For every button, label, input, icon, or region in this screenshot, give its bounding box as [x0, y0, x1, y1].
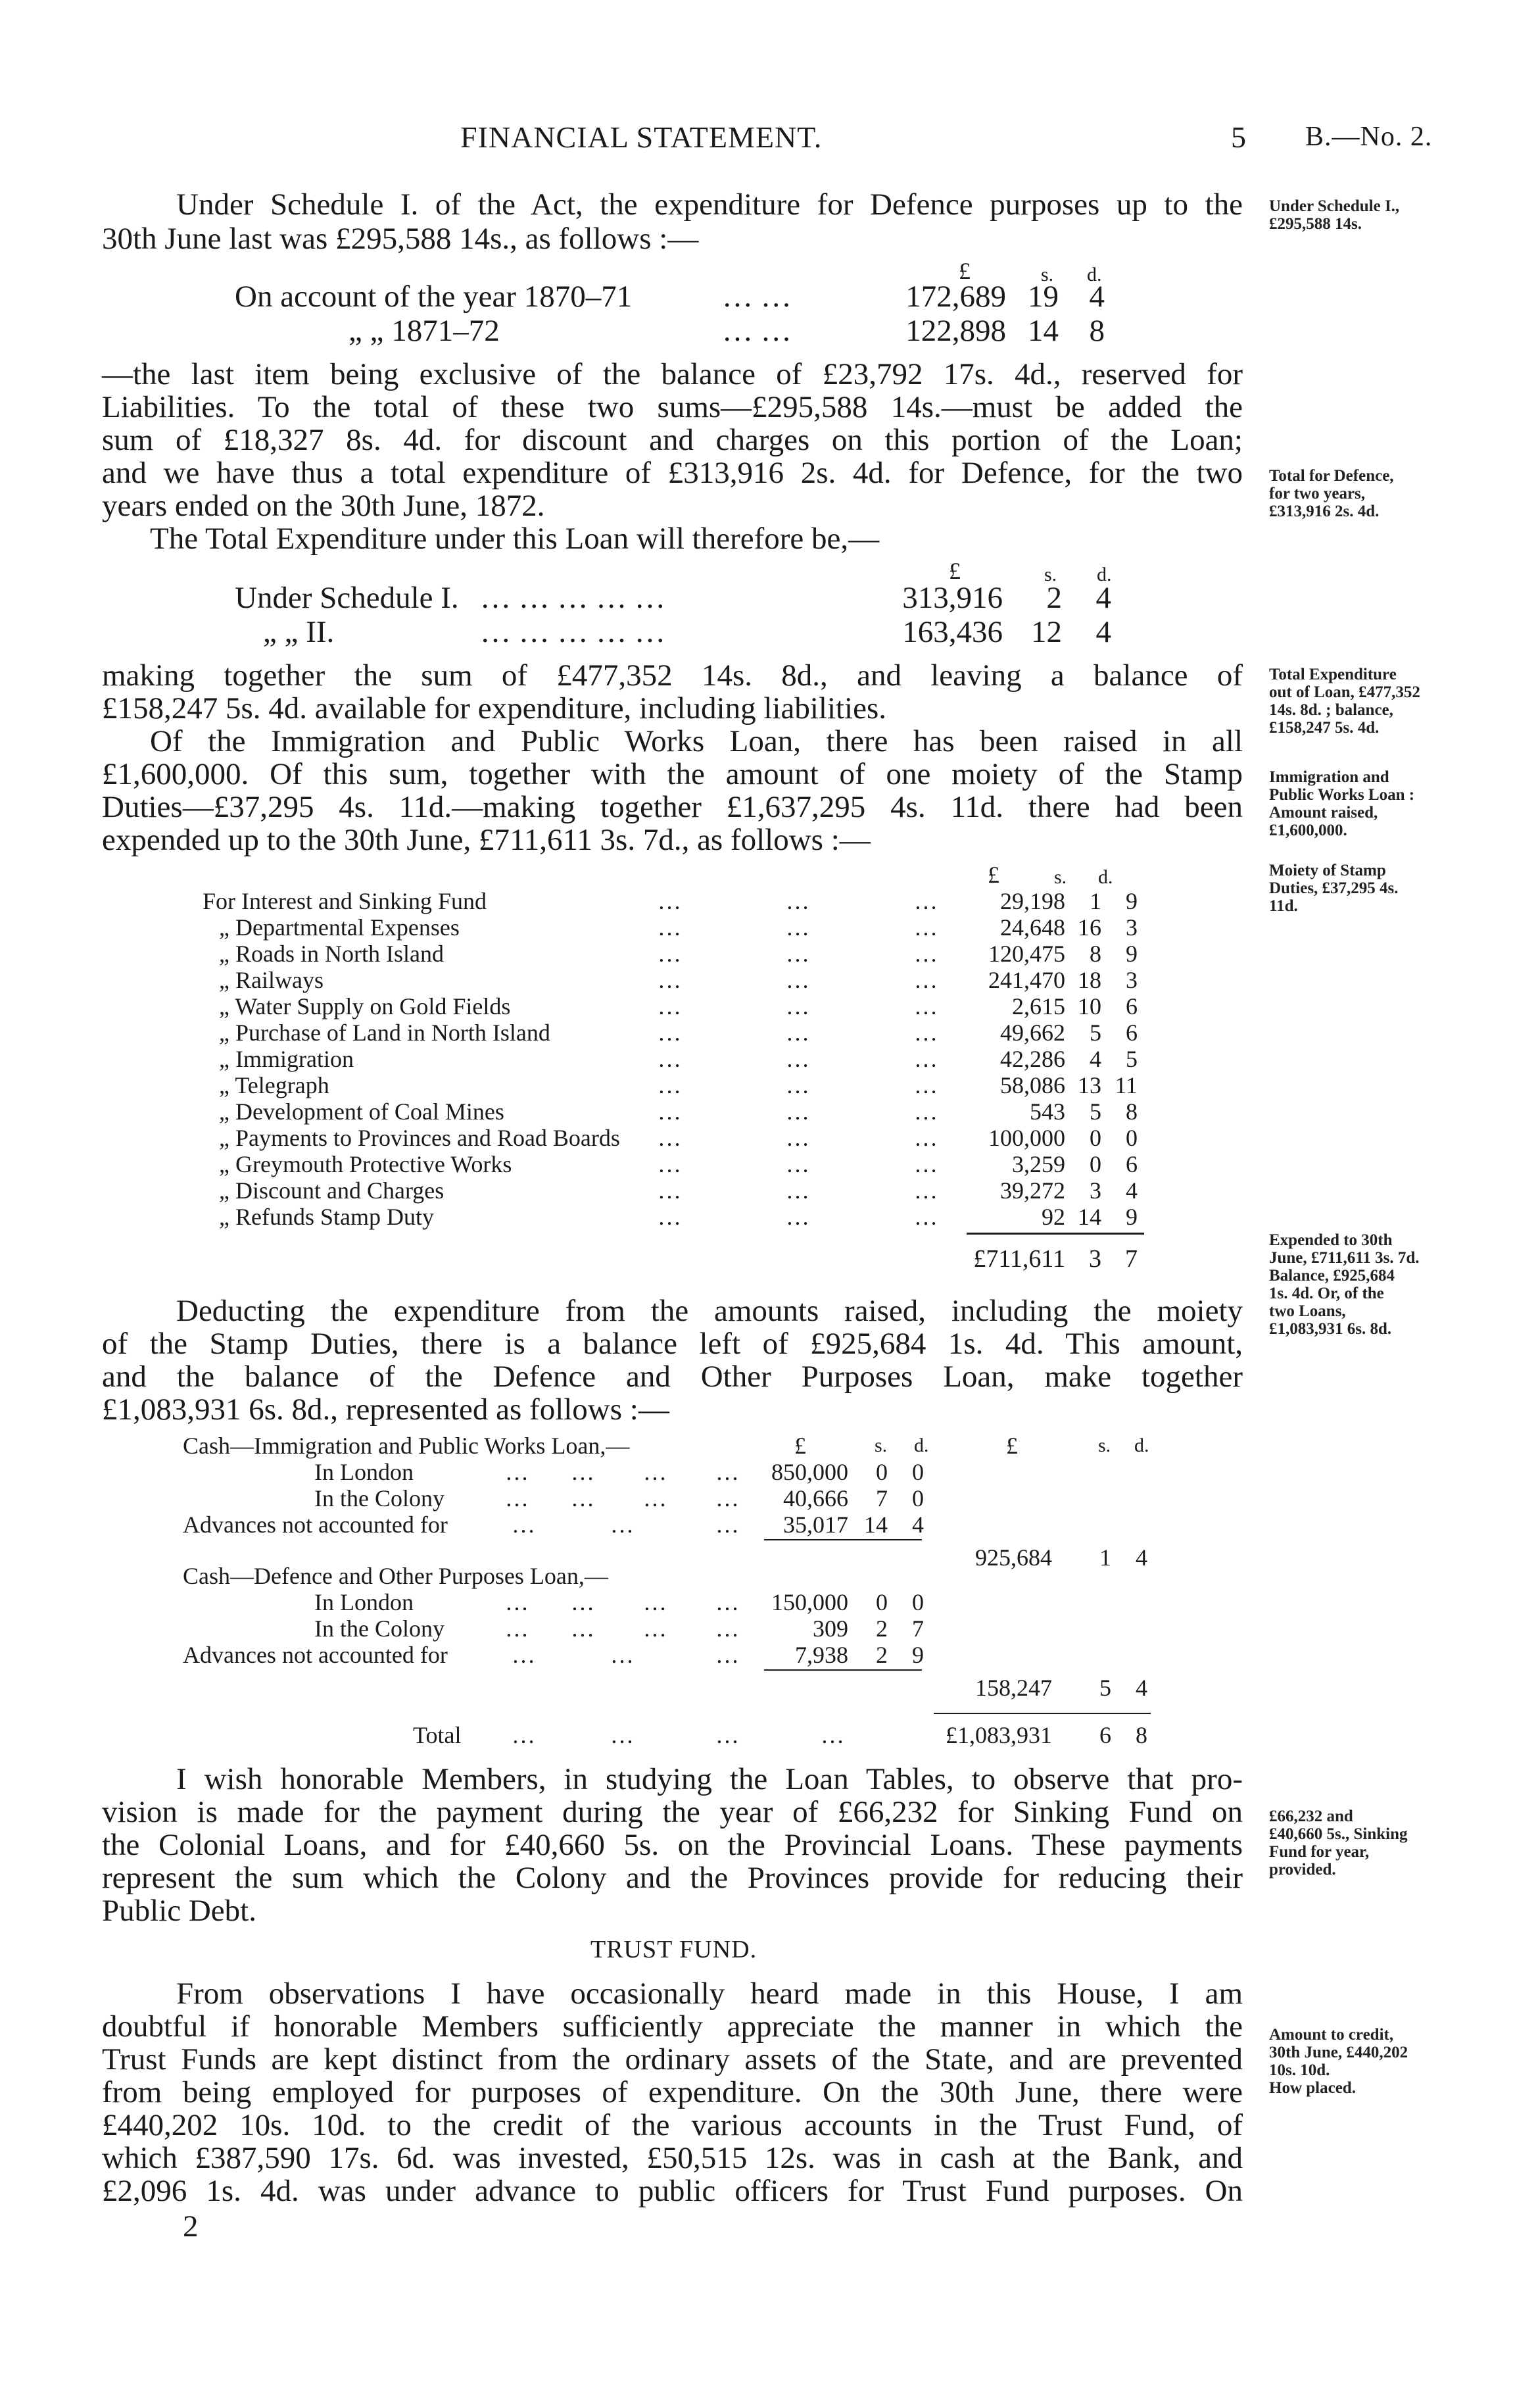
table4-head: d. [914, 1435, 929, 1456]
table3-row-pounds: 100,000 [988, 1125, 1065, 1151]
para7-line-4: represent the sum which the Colony and the Provinces provide for reducing their [102, 1861, 1243, 1895]
table3-row-pence: 0 [1126, 1125, 1138, 1151]
table3-row-dots: … [786, 888, 809, 914]
para8-line-2: doubtful if honorable Members sufficiently appreciate the manner in which the [102, 2009, 1243, 2044]
table4-group2-row-pence: 0 [912, 1589, 924, 1615]
margin-note-n1: £295,588 14s. [1269, 215, 1362, 233]
table4-group2-title: Cash—Defence and Other Purposes Loan,— [183, 1563, 608, 1589]
table4-group1-row-pence: 0 [912, 1485, 924, 1511]
margin-note-n3: Total Expenditure [1269, 666, 1397, 683]
table3-row-dots: … [658, 1177, 681, 1204]
table3-row-label: „ Development of Coal Mines [219, 1098, 504, 1125]
table3-row-label: „ Refunds Stamp Duty [219, 1204, 434, 1230]
table4-group1-row-shillings: 0 [876, 1459, 888, 1485]
table3-row-pounds: 39,272 [1000, 1177, 1065, 1204]
margin-note-n8: 30th June, £440,202 [1269, 2044, 1408, 2061]
margin-note-n8: How placed. [1269, 2079, 1356, 2097]
margin-note-n2: for two years, [1269, 485, 1366, 503]
table3-row-shillings: 13 [1078, 1072, 1101, 1098]
table3-row-pounds: 24,648 [1000, 914, 1065, 941]
table3-row-pence: 6 [1126, 1151, 1138, 1177]
table1-head-pounds: £ [959, 258, 971, 284]
table4-group1-row-dots: … [571, 1459, 594, 1485]
table3-row-pence: 3 [1126, 914, 1138, 941]
table3-row-shillings: 1 [1090, 888, 1101, 914]
table4-group1-row-label: In London [314, 1459, 414, 1485]
table4-total-shillings: 6 [1099, 1722, 1111, 1748]
table4-group2-row-dots: … [643, 1589, 667, 1615]
table3-row-label: „ Railways [219, 967, 324, 993]
margin-note-n7: Fund for year, [1269, 1843, 1370, 1861]
margin-note-n3: £158,247 5s. 4d. [1269, 719, 1380, 737]
table4-group1-row-dots: … [610, 1511, 634, 1538]
table3-row-shillings: 16 [1078, 914, 1101, 941]
table3-row-dots: … [658, 993, 681, 1020]
table4-total-dots: … [610, 1722, 634, 1748]
table3-row-dots: … [914, 1151, 938, 1177]
table3-row-dots: … [914, 1204, 938, 1230]
table3-row-pounds: 2,615 [1012, 993, 1065, 1020]
table3-row-pence: 9 [1126, 888, 1138, 914]
table2-row-dots: … … … … … [480, 615, 665, 649]
table4-total-pence: 8 [1136, 1722, 1147, 1748]
para1-line-2: 30th June last was £295,588 14s., as follows :— [102, 222, 699, 256]
margin-note-n2: Total for Defence, [1269, 467, 1394, 485]
table4-group1-row-pounds: 40,666 [783, 1485, 848, 1511]
table3-row-label: „ Purchase of Land in North Island [219, 1020, 550, 1046]
para2-line-4: and we have thus a total expenditure of £313,916 2s. 4d. for Defence, for the two [102, 456, 1243, 490]
table4-group1-row-dots: … [505, 1459, 529, 1485]
table1-row-label: On account of the year 1870–71 [235, 280, 633, 314]
para7-line-1: I wish honorable Members, in studying the Loan Tables, to observe that pro- [176, 1762, 1243, 1796]
table4-group1-row-pence: 0 [912, 1459, 924, 1485]
table3-row-dots: … [658, 967, 681, 993]
table3-row-dots: … [914, 941, 938, 967]
table3-row-pence: 9 [1126, 1204, 1138, 1230]
margin-note-n4: Immigration and [1269, 768, 1389, 786]
table3-row-pounds: 29,198 [1000, 888, 1065, 914]
table3-row-pounds: 58,086 [1000, 1072, 1065, 1098]
margin-note-n6: £1,083,931 6s. 8d. [1269, 1320, 1392, 1338]
table4-group2-row-dots: … [715, 1615, 739, 1642]
table4-total-dots: … [715, 1722, 739, 1748]
table3-row-dots: … [786, 993, 809, 1020]
table3-row-pence: 6 [1126, 1020, 1138, 1046]
table1-row-shillings: 19 [1028, 280, 1059, 314]
table4-group1-row-dots: … [643, 1459, 667, 1485]
para7-line-5: Public Debt. [102, 1894, 256, 1928]
table3-row-shillings: 5 [1090, 1098, 1101, 1125]
para7-line-2: vision is made for the payment during the year of £66,232 for Sinking Fund on [102, 1795, 1243, 1829]
table3-row-shillings: 14 [1078, 1204, 1101, 1230]
para5-line-3: Duties—£37,295 4s. 11d.—making together £1,637,295 4s. 11d. there had been [102, 790, 1243, 824]
para8-line-5: £440,202 10s. 10d. to the credit of the various accounts in the Trust Fund, of [102, 2108, 1243, 2142]
para6-line-2: of the Stamp Duties, there is a balance left of £925,684 1s. 4d. This amount, [102, 1327, 1243, 1361]
table3-row-pounds: 49,662 [1000, 1020, 1065, 1046]
margin-note-n8: Amount to credit, [1269, 2026, 1394, 2044]
table4-total-pounds: £1,083,931 [946, 1722, 1052, 1748]
table3-row-dots: … [658, 1151, 681, 1177]
table3-row-shillings: 8 [1090, 941, 1101, 967]
margin-note-n5: Duties, £37,295 4s. [1269, 879, 1399, 897]
margin-note-n3: out of Loan, £477,352 [1269, 683, 1420, 701]
margin-note-n7: £66,232 and [1269, 1807, 1353, 1825]
table3-row-dots: … [658, 914, 681, 941]
table4-group1-row-shillings: 7 [876, 1485, 888, 1511]
margin-note-n4: Amount raised, [1269, 804, 1378, 822]
table4-total-dots: … [821, 1722, 844, 1748]
para1-line-1: Under Schedule I. of the Act, the expenditure for Defence purposes up to the [176, 187, 1243, 222]
margin-note-n1: Under Schedule I., [1269, 197, 1400, 215]
table3-row-dots: … [914, 914, 938, 941]
table4-group1-row-label: Advances not accounted for [183, 1511, 448, 1538]
table4-group1-row-dots: … [715, 1511, 739, 1538]
table2-row-shillings: 2 [1046, 581, 1062, 615]
table3-head-pence: d. [1098, 866, 1113, 888]
table3-row-dots: … [786, 1204, 809, 1230]
para5-line-2: £1,600,000. Of this sum, together with the amount of one moiety of the Stamp [102, 757, 1243, 791]
table3-row-dots: … [786, 1177, 809, 1204]
table3-row-dots: … [914, 967, 938, 993]
table3-row-dots: … [658, 1204, 681, 1230]
table2-row-shillings: 12 [1031, 615, 1062, 649]
table3-row-dots: … [914, 1098, 938, 1125]
table3-row-dots: … [914, 993, 938, 1020]
table4-group1-row-pence: 4 [912, 1511, 924, 1538]
table3-row-pounds: 543 [1030, 1098, 1065, 1125]
table4-head: s. [1098, 1435, 1111, 1456]
table3-row-shillings: 4 [1090, 1046, 1101, 1072]
table3-row-dots: … [658, 888, 681, 914]
table3-row-pence: 3 [1126, 967, 1138, 993]
table3-row-dots: … [786, 1046, 809, 1072]
table3-row-dots: … [786, 1072, 809, 1098]
table4-group2-row-dots: … [512, 1642, 535, 1668]
table1-row-label: „ „ 1871–72 [348, 314, 500, 348]
table3-row-dots: … [914, 1125, 938, 1151]
table4-group1-row-dots: … [512, 1511, 535, 1538]
table3-total-shillings: 3 [1089, 1245, 1101, 1273]
table4-head: s. [875, 1435, 888, 1456]
para4-line-1: making together the sum of £477,352 14s. 8d., and leaving a balance of [102, 658, 1243, 693]
table3-head-pounds: £ [988, 862, 999, 888]
table3-row-pence: 9 [1126, 941, 1138, 967]
table2-row-pounds: 313,916 [902, 581, 1003, 615]
table3-row-dots: … [786, 1151, 809, 1177]
table4-group2-subtotal-pence: 4 [1136, 1675, 1147, 1701]
para4-line-2: £158,247 5s. 4d. available for expenditure, including liabilities. [102, 691, 887, 725]
table3-row-dots: … [658, 1098, 681, 1125]
table3-row-label: „ Greymouth Protective Works [219, 1151, 512, 1177]
table3-row-dots: … [914, 1046, 938, 1072]
para6-line-4: £1,083,931 6s. 8d., represented as follows :— [102, 1392, 669, 1427]
table3-row-dots: … [786, 1125, 809, 1151]
table4-group1-row-pounds: 850,000 [771, 1459, 848, 1485]
table4-group1-row-dots: … [571, 1485, 594, 1511]
table3-row-dots: … [658, 1046, 681, 1072]
table4-group2-row-pence: 7 [912, 1615, 924, 1642]
table1-row-pounds: 172,689 [905, 280, 1006, 314]
margin-note-n6: June, £711,611 3s. 7d. [1269, 1249, 1420, 1267]
table3-row-label: „ Roads in North Island [219, 941, 444, 967]
table2-row-label: „ „ II. [263, 615, 335, 649]
margin-note-n6: Balance, £925,684 [1269, 1267, 1395, 1285]
table3-row-pounds: 3,259 [1012, 1151, 1065, 1177]
table4-group2-row-dots: … [505, 1615, 529, 1642]
table2-head-pounds: £ [949, 558, 961, 584]
table3-row-shillings: 0 [1090, 1125, 1101, 1151]
table3-row-dots: … [786, 1020, 809, 1046]
table3-row-dots: … [658, 1125, 681, 1151]
para2-line-5: years ended on the 30th June, 1872. [102, 489, 545, 523]
table3-total-pounds: £711,611 [973, 1245, 1065, 1273]
para6-line-3: and the balance of the Defence and Other Purposes Loan, make together [102, 1360, 1243, 1394]
table3-row-shillings: 5 [1090, 1020, 1101, 1046]
table2-head-shillings: s. [1044, 564, 1057, 585]
table3-row-pounds: 241,470 [988, 967, 1065, 993]
table4-group2-row-dots: … [571, 1589, 594, 1615]
table4-total-label: Total [413, 1722, 462, 1748]
table4-group1-row-dots: … [643, 1485, 667, 1511]
table2-row-dots: … … … … … [480, 581, 665, 615]
table4-group1-row-dots: … [715, 1459, 739, 1485]
table3-head-shillings: s. [1054, 866, 1067, 888]
table3-row-pence: 11 [1115, 1072, 1138, 1098]
table4-group2-row-label: In the Colony [314, 1615, 445, 1642]
para8-line-7: £2,096 1s. 4d. was under advance to public officers for Trust Fund purposes. On [102, 2174, 1243, 2208]
table4-group2-row-label: Advances not accounted for [183, 1642, 448, 1668]
para2-line-2: Liabilities. To the total of these two sums—£295,588 14s.—must be added the [102, 390, 1243, 424]
table3-row-label: „ Payments to Provinces and Road Boards [219, 1125, 620, 1151]
table3-row-label: „ Immigration [219, 1046, 354, 1072]
table3-total-pence: 7 [1125, 1245, 1138, 1273]
table4-group2-row-pence: 9 [912, 1642, 924, 1668]
margin-note-n4: Public Works Loan : [1269, 786, 1415, 804]
table4-group2-row-pounds: 7,938 [795, 1642, 848, 1668]
table3-row-label: „ Departmental Expenses [219, 914, 460, 941]
para6-line-1: Deducting the expenditure from the amounts raised, including the moiety [176, 1294, 1243, 1328]
table4-group1-subtotal-pence: 4 [1136, 1544, 1147, 1571]
table4-group2-row-shillings: 2 [876, 1615, 888, 1642]
para8-line-3: Trust Funds are kept distinct from the ordinary assets of the State, and are prevented [102, 2042, 1243, 2076]
table4-group2-row-dots: … [505, 1589, 529, 1615]
table3-row-dots: … [786, 967, 809, 993]
table3-row-dots: … [658, 1020, 681, 1046]
table4-group2-row-label: In London [314, 1589, 414, 1615]
para2-line-3: sum of £18,327 8s. 4d. for discount and charges on this portion of the Loan; [102, 423, 1243, 457]
table3-row-dots: … [914, 888, 938, 914]
para8-line-4: from being employed for purposes of expenditure. On the 30th June, there were [102, 2075, 1243, 2109]
table4-group2-row-pounds: 150,000 [771, 1589, 848, 1615]
table1-row-shillings: 14 [1028, 314, 1059, 348]
margin-note-n6: 1s. 4d. Or, of the [1269, 1285, 1384, 1302]
table4-group1-row-dots: … [715, 1485, 739, 1511]
para8-line-6: which £387,590 17s. 6d. was invested, £50,515 12s. was in cash at the Bank, and [102, 2141, 1243, 2175]
table4-group2-row-dots: … [643, 1615, 667, 1642]
table2-row-label: Under Schedule I. [235, 581, 459, 615]
paper-reference: B.—No. 2. [1305, 122, 1433, 152]
table3-row-pence: 6 [1126, 993, 1138, 1020]
table3-row-shillings: 18 [1078, 967, 1101, 993]
table4-group2-row-dots: … [610, 1642, 634, 1668]
table1-row-pence: 8 [1089, 314, 1105, 348]
margin-note-n5: Moiety of Stamp [1269, 862, 1386, 879]
table1-row-pounds: 122,898 [905, 314, 1006, 348]
table2-head-pence: d. [1097, 564, 1112, 585]
margin-note-n6: two Loans, [1269, 1302, 1346, 1320]
table3-row-dots: … [786, 941, 809, 967]
page-number: 5 [1231, 120, 1247, 154]
margin-note-n7: £40,660 5s., Sinking [1269, 1825, 1408, 1843]
table4-group1-row-dots: … [505, 1485, 529, 1511]
table4-total-rule [934, 1713, 1151, 1714]
table3-row-pence: 8 [1126, 1098, 1138, 1125]
table3-row-dots: … [914, 1177, 938, 1204]
table4-group2-row-pounds: 309 [813, 1615, 848, 1642]
table2-row-pence: 4 [1095, 615, 1111, 649]
table3-row-dots: … [658, 941, 681, 967]
table4-group2-row-shillings: 2 [876, 1642, 888, 1668]
table3-row-dots: … [914, 1072, 938, 1098]
table4-group1-row-shillings: 14 [864, 1511, 888, 1538]
table4-group2-subtotal-pounds: 158,247 [975, 1675, 1052, 1701]
table3-row-label: For Interest and Sinking Fund [203, 888, 487, 914]
margin-note-n7: provided. [1269, 1861, 1336, 1879]
table4-group2-row-dots: … [571, 1615, 594, 1642]
table3-total-rule [967, 1233, 1144, 1235]
table2-row-pence: 4 [1095, 581, 1111, 615]
para7-line-3: the Colonial Loans, and for £40,660 5s. on the Provincial Loans. These payments [102, 1828, 1243, 1862]
table3-row-pence: 5 [1126, 1046, 1138, 1072]
table4-group2-row-dots: … [715, 1642, 739, 1668]
table4-head: £ [1006, 1433, 1018, 1459]
table4-group1-row-pounds: 35,017 [783, 1511, 848, 1538]
table1-row-dots: … … [722, 280, 792, 314]
table4-head: d. [1134, 1435, 1149, 1456]
table4-group1-subtotal-shillings: 1 [1099, 1544, 1111, 1571]
table4-group1-rule [764, 1539, 922, 1540]
table3-row-label: „ Water Supply on Gold Fields [219, 993, 511, 1020]
margin-note-n3: 14s. 8d. ; balance, [1269, 701, 1393, 719]
table2-row-pounds: 163,436 [902, 615, 1003, 649]
para2-line-1: —the last item being exclusive of the balance of £23,792 17s. 4d., reserved for [102, 357, 1243, 391]
table3-row-shillings: 10 [1078, 993, 1101, 1020]
table4-group1-row-label: In the Colony [314, 1485, 445, 1511]
signature-mark: 2 [183, 2209, 199, 2244]
table3-row-pounds: 120,475 [988, 941, 1065, 967]
margin-note-n5: 11d. [1269, 897, 1298, 915]
margin-note-n2: £313,916 2s. 4d. [1269, 503, 1380, 520]
table4-head: £ [794, 1433, 806, 1459]
para5-line-4: expended up to the 30th June, £711,611 3s. 7d., as follows :— [102, 823, 871, 857]
section-heading-trust-fund: TRUST FUND. [590, 1936, 757, 1963]
table4-group2-row-dots: … [715, 1589, 739, 1615]
margin-note-n4: £1,600,000. [1269, 822, 1347, 839]
margin-note-n8: 10s. 10d. [1269, 2061, 1330, 2079]
table3-row-dots: … [914, 1020, 938, 1046]
table3-row-dots: … [786, 914, 809, 941]
table1-row-dots: … … [722, 314, 792, 348]
table1-row-pence: 4 [1089, 280, 1105, 314]
para5-line-1: Of the Immigration and Public Works Loan, there has been raised in all [150, 724, 1243, 758]
table4-group1-subtotal-pounds: 925,684 [975, 1544, 1052, 1571]
table3-row-shillings: 3 [1090, 1177, 1101, 1204]
table3-row-dots: … [658, 1072, 681, 1098]
table3-row-pounds: 92 [1042, 1204, 1065, 1230]
table3-row-dots: … [786, 1098, 809, 1125]
para8-line-1: From observations I have occasionally heard made in this House, I am [176, 1977, 1243, 2011]
table4-group2-subtotal-shillings: 5 [1099, 1675, 1111, 1701]
table3-row-pounds: 42,286 [1000, 1046, 1065, 1072]
table3-row-label: „ Telegraph [219, 1072, 329, 1098]
table4-total-dots: … [512, 1722, 535, 1748]
table4-group2-rule [764, 1669, 922, 1671]
table3-row-label: „ Discount and Charges [219, 1177, 445, 1204]
table4-group1-title: Cash—Immigration and Public Works Loan,— [183, 1433, 630, 1459]
margin-note-n6: Expended to 30th [1269, 1231, 1393, 1249]
table1-head-shillings: s. [1041, 264, 1054, 285]
table1-head-pence: d. [1087, 264, 1102, 285]
page-header-title: FINANCIAL STATEMENT. [460, 120, 823, 154]
para3-line: The Total Expenditure under this Loan will therefore be,— [150, 522, 880, 556]
table4-group2-row-shillings: 0 [876, 1589, 888, 1615]
table3-row-shillings: 0 [1090, 1151, 1101, 1177]
table3-row-pence: 4 [1126, 1177, 1138, 1204]
